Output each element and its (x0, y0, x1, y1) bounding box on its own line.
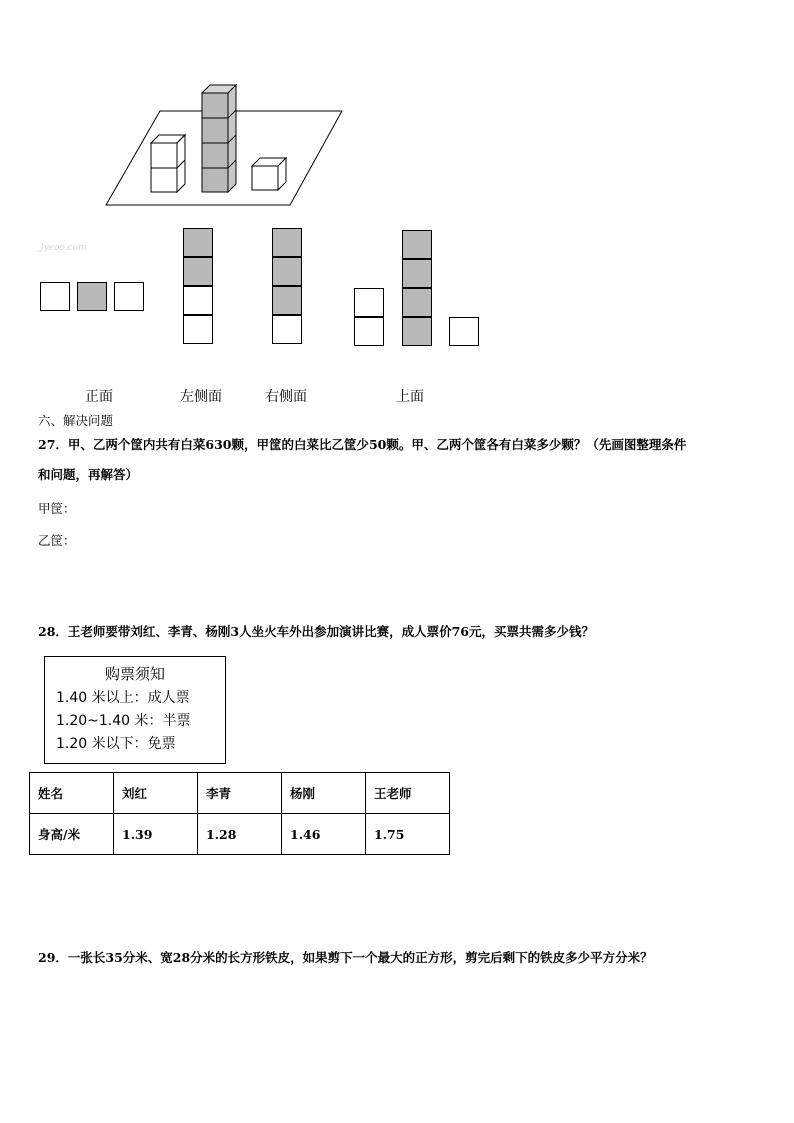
q27-line2: 和问题，再解答） (38, 467, 139, 482)
right-cube (252, 158, 286, 190)
q27-line1: 27．甲、乙两个筐内共有白菜630颗，甲筐的白菜比乙筐少50颗。甲、乙两个筐各有白菜多少颗？（先画图整理条件 (38, 437, 687, 452)
table-cell: 李青 (198, 773, 282, 814)
left-stack (151, 135, 185, 192)
ticket-notice (44, 656, 226, 764)
notice-line-adult: 1.40 米以上：成人票 (56, 690, 190, 706)
table-cell: 王老师 (366, 773, 450, 814)
table-row-heights (30, 814, 450, 855)
q28-text: 28．王老师要带刘红、李青、杨刚3人坐火车外出参加演讲比赛，成人票价76元，买票共需多少钱？ (38, 624, 594, 639)
table-cell: 1.46 (282, 814, 366, 855)
label-right-side: 右侧面 (265, 389, 307, 405)
notice-title: 购票须知 (104, 665, 165, 683)
label-top: 上面 (396, 389, 424, 405)
cube-figure (100, 80, 350, 210)
q29-text: 29．一张长35分米、宽28分米的长方形铁皮，如果剪下一个最大的正方形，剪完后剩下的铁皮多少平方分米？ (38, 950, 653, 965)
notice-line-half: 1.20~1.40 米：半票 (56, 713, 191, 729)
table-cell: 1.75 (366, 814, 450, 855)
table-cell: 杨刚 (282, 773, 366, 814)
table-cell: 1.28 (198, 814, 282, 855)
table-cell: 刘红 (114, 773, 198, 814)
middle-stack (202, 85, 236, 192)
label-left-side: 左侧面 (180, 389, 222, 405)
table-cell: 身高/米 (30, 814, 114, 855)
table-cell: 1.39 (114, 814, 198, 855)
label-front: 正面 (85, 389, 113, 405)
table-cell: 姓名 (30, 773, 114, 814)
q27-label-jia: 甲筐： (38, 501, 76, 516)
notice-line-free: 1.20 米以下：免票 (56, 736, 176, 752)
watermark: Jyeoo.com (40, 243, 87, 253)
height-table (29, 772, 450, 855)
q27-label-yi: 乙筐： (38, 533, 76, 548)
table-row-header (30, 773, 450, 814)
section-title: 六、解决问题 (38, 413, 114, 428)
